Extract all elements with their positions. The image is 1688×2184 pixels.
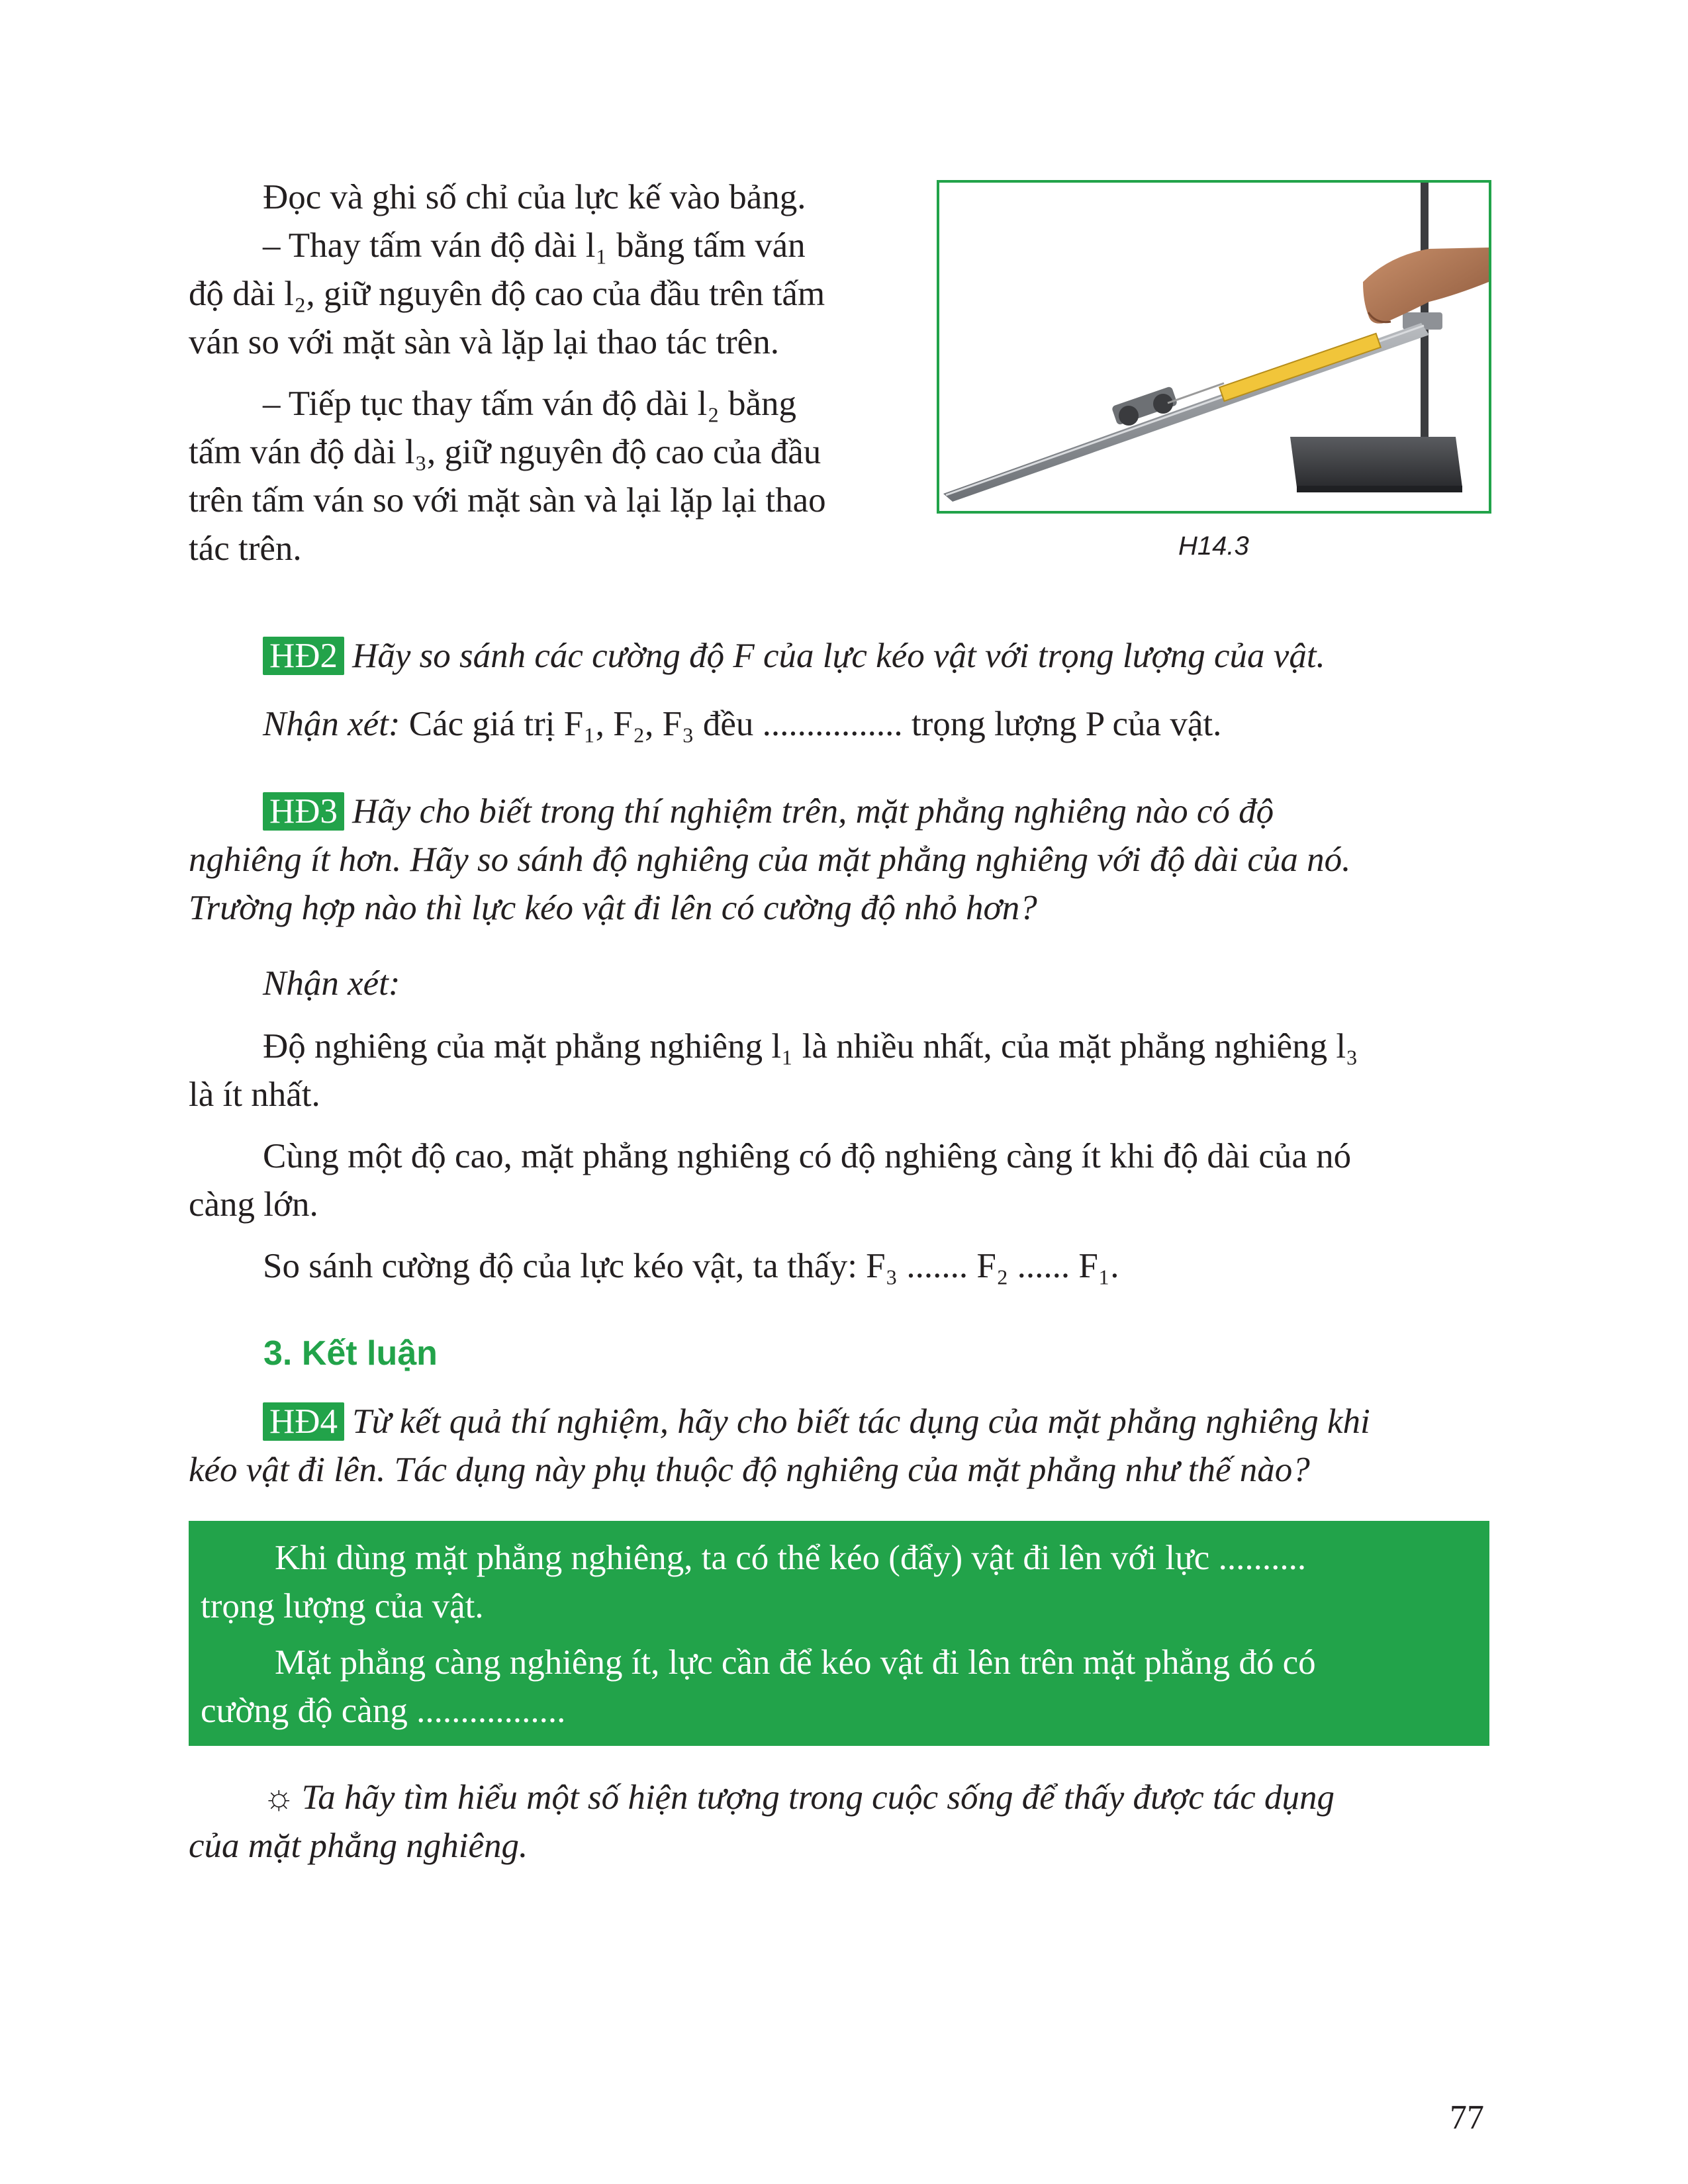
hd2-question: Hãy so sánh các cường độ F của lực kéo vật với trọng lượng của vật. bbox=[352, 637, 1325, 675]
hd4-question: Từ kết quả thí nghiệm, hãy cho biết tác dụng của mặt phẳng nghiêng khi bbox=[352, 1402, 1370, 1441]
intro-line: Đọc và ghi số chỉ của lực kế vào bảng. bbox=[263, 178, 806, 216]
figure-caption: H14.3 bbox=[1178, 531, 1249, 561]
conclusion-line: cường độ càng ................. bbox=[201, 1692, 566, 1730]
hd2-remark bbox=[263, 700, 1487, 749]
hd2-tag: HĐ2 bbox=[263, 637, 344, 675]
intro-line: tấm ván độ dài l₃, giữ nguyên độ cao của đầu bbox=[189, 433, 821, 471]
hd3-tag: HĐ3 bbox=[263, 792, 344, 831]
hd3-activity bbox=[189, 788, 1489, 933]
hd4-line: kéo vật đi lên. Tác dụng này phụ thuộc độ nghiêng của mặt phẳng như thế nào? bbox=[189, 1451, 1310, 1489]
hd3-question: Hãy cho biết trong thí nghiệm trên, mặt phẳng nghiêng nào có độ bbox=[352, 792, 1274, 831]
hd3-remark-label: Nhận xét: bbox=[263, 964, 400, 1003]
hd2-remark-label: Nhận xét: bbox=[263, 705, 400, 743]
hd3-remark-line: Độ nghiêng của mặt phẳng nghiêng l₁ là nhiều nhất, của mặt phẳng nghiêng l₃ bbox=[263, 1027, 1358, 1066]
hd3-line bbox=[189, 788, 1489, 836]
hd3-line: nghiêng ít hơn. Hãy so sánh độ nghiêng của mặt phẳng nghiêng với độ dài của nó. bbox=[189, 841, 1351, 879]
inclined-plane-illustration bbox=[939, 183, 1489, 511]
hd3-remark-line: So sánh cường độ của lực kéo vật, ta thấy: F₃ ....... F₂ ...... F₁. bbox=[263, 1247, 1119, 1285]
intro-line: – Thay tấm ván độ dài l₁ bằng tấm ván bbox=[263, 226, 806, 265]
outro-line bbox=[189, 1774, 1489, 1822]
page-number: 77 bbox=[1450, 2099, 1484, 2136]
hd3-remark-line: Cùng một độ cao, mặt phẳng nghiêng có độ nghiêng càng ít khi độ dài của nó bbox=[263, 1137, 1352, 1175]
hd2-line bbox=[189, 632, 1489, 680]
intro-line: tác trên. bbox=[189, 529, 302, 568]
section-heading: 3. Kết luận bbox=[263, 1334, 438, 1373]
conclusion-box bbox=[189, 1521, 1489, 1746]
hd4-line bbox=[189, 1398, 1489, 1446]
conclusion-line: trọng lượng của vật. bbox=[201, 1587, 484, 1625]
intro-line: ván so với mặt sàn và lặp lại thao tác trên. bbox=[189, 323, 779, 361]
hd3-line: Trường hợp nào thì lực kéo vật đi lên có cường độ nhỏ hơn? bbox=[189, 889, 1037, 927]
intro-paragraph bbox=[189, 173, 884, 573]
hd4-tag: HĐ4 bbox=[263, 1402, 344, 1441]
hd4-activity bbox=[189, 1398, 1489, 1494]
outro-text: Ta hãy tìm hiểu một số hiện tượng trong cuộc sống để thấy được tác dụng bbox=[301, 1778, 1335, 1817]
outro-line: của mặt phẳng nghiêng. bbox=[189, 1827, 528, 1865]
inclined-plane-figure bbox=[937, 180, 1491, 514]
hd2-remark-text: Các giá trị F₁, F₂, F₃ đều ................ trọng lượng P của vật. bbox=[408, 705, 1222, 743]
hd3-remark-line: càng lớn. bbox=[189, 1185, 318, 1224]
conclusion-line: Khi dùng mặt phẳng nghiêng, ta có thể kéo (đẩy) vật đi lên với lực .......... bbox=[275, 1539, 1307, 1577]
intro-line: độ dài l₂, giữ nguyên độ cao của đầu trên tấm bbox=[189, 275, 825, 313]
intro-line: trên tấm ván so với mặt sàn và lại lặp lại thao bbox=[189, 481, 826, 520]
sun-icon: ☼ bbox=[263, 1778, 295, 1817]
intro-line: – Tiếp tục thay tấm ván độ dài l₂ bằng bbox=[263, 385, 797, 423]
hd2-activity bbox=[189, 632, 1489, 680]
outro-paragraph bbox=[189, 1774, 1489, 1870]
hd3-remark bbox=[189, 1023, 1489, 1291]
hd3-remark-line: là ít nhất. bbox=[189, 1075, 320, 1114]
conclusion-line: Mặt phẳng càng nghiêng ít, lực cần để kéo vật đi lên trên mặt phẳng đó có bbox=[275, 1643, 1316, 1682]
